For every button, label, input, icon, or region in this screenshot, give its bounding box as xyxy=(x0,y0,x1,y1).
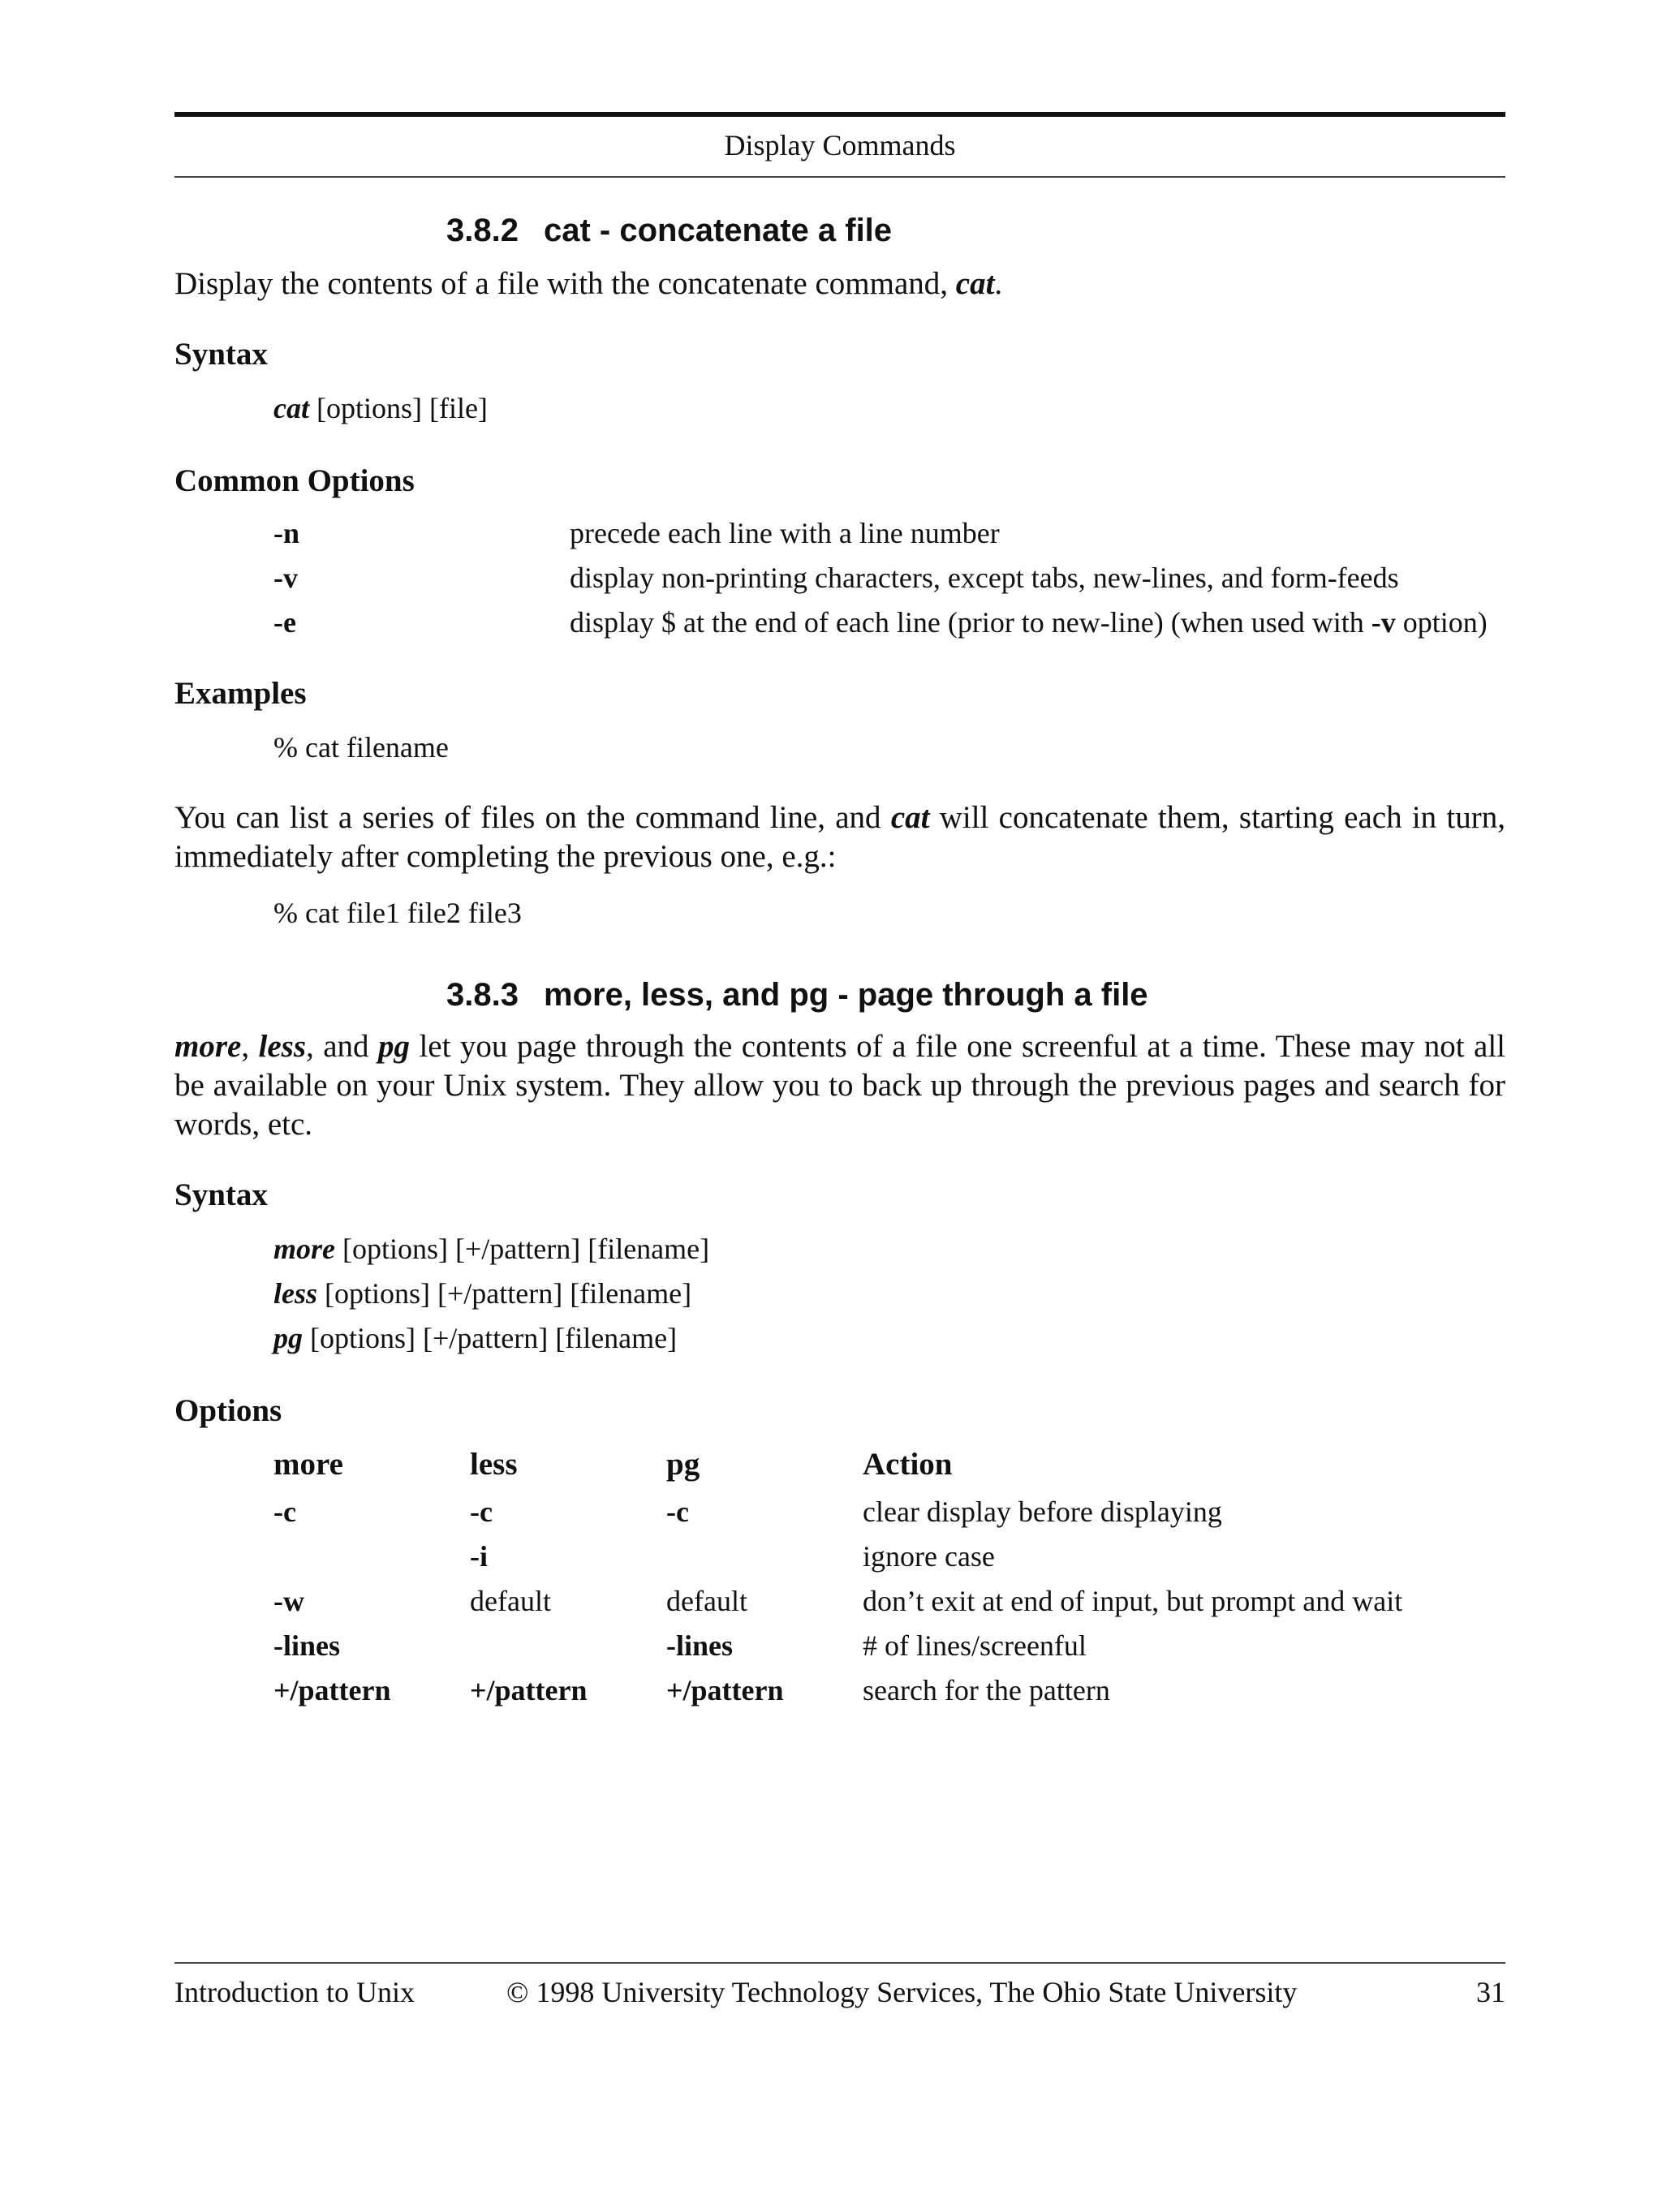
paragraph xyxy=(174,798,1505,876)
table-cell-pg: default xyxy=(666,1585,747,1617)
command-name: less xyxy=(258,1029,307,1064)
paragraph-text: , and xyxy=(306,1029,378,1064)
option-desc: precede each line with a line number xyxy=(570,517,1000,549)
paragraph-text: let you page through the contents of a file one screenful at a time. These may not all be available on your Unix system. They allow you to back up through the previous pages and search for words, etc. xyxy=(174,1029,1506,1142)
option-flag: -e xyxy=(273,606,296,639)
section-heading-383 xyxy=(446,977,1148,1013)
section-title: more, less, and pg - page through a file xyxy=(544,977,1148,1013)
syntax-args: [options] [+/pattern] [filename] xyxy=(303,1322,678,1354)
footer-left: Introduction to Unix xyxy=(174,1976,415,2008)
syntax-line xyxy=(273,391,488,425)
syntax-line xyxy=(273,1321,677,1355)
command-name: more xyxy=(174,1029,242,1064)
syntax-heading: Syntax xyxy=(174,1177,268,1212)
section-intro xyxy=(174,265,1002,303)
example-line: % cat filename xyxy=(273,731,449,764)
header-rule-thick xyxy=(174,112,1505,117)
option-desc: display non-printing characters, except tabs, new-lines, and form-feeds xyxy=(570,562,1399,594)
table-cell-pg: -c xyxy=(666,1495,689,1528)
table-cell-less: +/pattern xyxy=(470,1674,588,1706)
page-number: 31 xyxy=(1476,1976,1505,2008)
syntax-heading: Syntax xyxy=(174,337,268,372)
command-name: cat xyxy=(890,800,930,835)
table-header-less: less xyxy=(470,1447,518,1482)
common-options-heading: Common Options xyxy=(174,463,415,498)
option-desc-text: display $ at the end of each line (prior to new-line) (when used with xyxy=(570,606,1371,639)
table-cell-more: -w xyxy=(273,1585,304,1617)
paragraph xyxy=(174,1027,1505,1144)
table-cell-pg: +/pattern xyxy=(666,1674,784,1706)
footer-rule xyxy=(174,1962,1505,1964)
table-cell-less: -c xyxy=(470,1495,493,1528)
paragraph-text: will concatenate them, starting each in turn, immediately after completing the previous one, e.g.: xyxy=(174,800,1505,874)
syntax-line xyxy=(273,1276,691,1310)
table-cell-action: clear display before displaying xyxy=(863,1495,1222,1528)
intro-text: Display the contents of a file with the concatenate command, xyxy=(174,266,956,301)
option-flag: -v xyxy=(273,562,298,594)
table-cell-more: -lines xyxy=(273,1629,341,1662)
footer-center: © 1998 University Technology Services, The Ohio State University xyxy=(506,1976,1298,2008)
table-cell-less: default xyxy=(470,1585,551,1617)
section-number: 3.8.3 xyxy=(446,977,519,1013)
option-desc-text: option) xyxy=(1395,606,1488,639)
option-desc xyxy=(570,605,1488,639)
option-flag: -n xyxy=(273,517,300,549)
command-name: more xyxy=(273,1233,335,1265)
header-rule-thin xyxy=(174,176,1505,178)
table-cell-more: +/pattern xyxy=(273,1674,391,1706)
command-name: pg xyxy=(378,1029,410,1064)
table-cell-action: search for the pattern xyxy=(863,1674,1110,1706)
running-head: Display Commands xyxy=(724,129,956,161)
table-cell-pg: -lines xyxy=(666,1629,734,1662)
syntax-line xyxy=(273,1232,709,1266)
table-cell-less: -i xyxy=(470,1540,488,1573)
syntax-args: [options] [+/pattern] [filename] xyxy=(335,1233,710,1265)
section-title: cat - concatenate a file xyxy=(544,213,893,248)
table-header-action: Action xyxy=(863,1447,953,1482)
option-desc-flag: -v xyxy=(1371,606,1396,639)
syntax-args: [options] [+/pattern] [filename] xyxy=(317,1277,692,1310)
table-cell-action: # of lines/screenful xyxy=(863,1629,1087,1662)
examples-heading: Examples xyxy=(174,676,307,711)
command-name: less xyxy=(273,1277,317,1310)
command-name: cat xyxy=(273,392,309,424)
table-header-more: more xyxy=(273,1447,343,1482)
command-name: pg xyxy=(273,1322,303,1354)
table-cell-action: ignore case xyxy=(863,1540,995,1573)
section-number: 3.8.2 xyxy=(446,213,519,248)
table-header-pg: pg xyxy=(666,1447,700,1482)
syntax-args: [options] [file] xyxy=(308,392,488,424)
command-name: cat xyxy=(955,266,995,301)
table-cell-action: don’t exit at end of input, but prompt and wait xyxy=(863,1585,1403,1617)
table-cell-more: -c xyxy=(273,1495,296,1528)
paragraph-text: You can list a series of files on the command line, and xyxy=(174,800,891,835)
intro-suffix: . xyxy=(994,266,1003,301)
paragraph-text: , xyxy=(241,1029,259,1064)
example-line: % cat file1 file2 file3 xyxy=(273,897,522,929)
section-heading-382 xyxy=(446,213,892,249)
options-heading: Options xyxy=(174,1393,282,1428)
